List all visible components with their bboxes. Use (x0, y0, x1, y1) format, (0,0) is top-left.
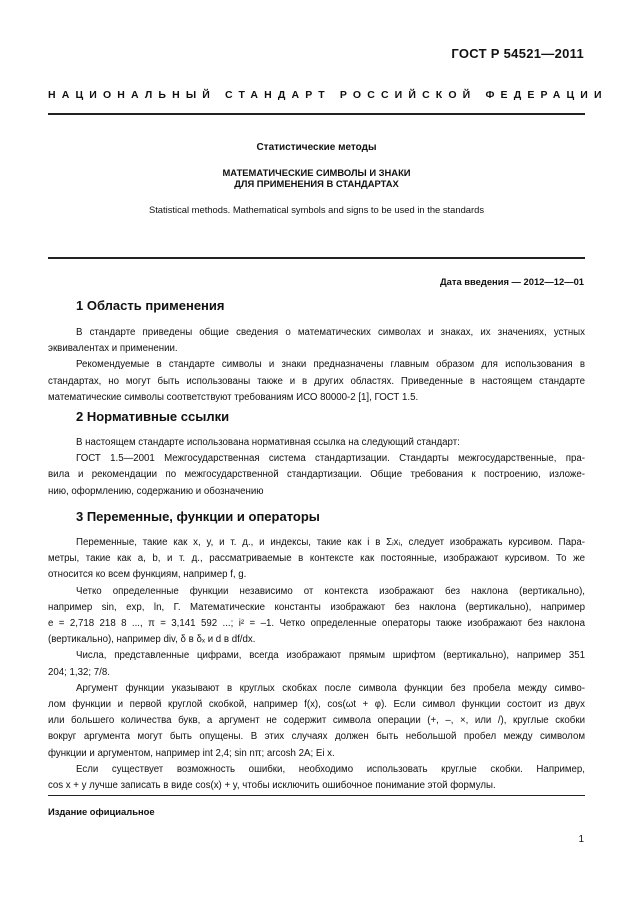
text-line: В стандарте приведены общие сведения о математических символах и знаках, их значениях, устных (76, 327, 585, 338)
edition-label: Издание официальное (48, 806, 155, 817)
text-line: нию, оформлению, содержанию и обозначению (48, 485, 264, 497)
section-2-heading: 2 Нормативные ссылки (76, 409, 230, 424)
section-2-body (48, 435, 585, 500)
text-line: лом функции и первой круглой скобкой, например f(x), cos(ωt + φ). Если символ функции состоит из двух (48, 699, 585, 711)
standard-number: ГОСТ Р 54521—2011 (451, 46, 584, 61)
text-line: 204; 1,32; 7/8. (48, 666, 110, 678)
title-series: Статистические методы (256, 142, 377, 153)
text-line: Четко определенные функции независимо от контекста изображают без наклона (вертикально), (76, 585, 585, 597)
text-line: В настоящем стандарте использована нормативная ссылка на следующий стандарт: (76, 437, 460, 448)
text-line: функции и аргументом, например int 2,4; sin nπ; arcosh 2A; Ei x. (48, 747, 335, 759)
text-line: метры, такие как a, b, и т. д., рассматриваемые в контексте как постоянные, изображают курсивом. То же (48, 553, 585, 565)
text-line: математические символы соответствуют требованиям ИСО 80000-2 [1], ГОСТ 1.5. (48, 391, 419, 403)
text-line: относится ко всем функциям, например f, g. (48, 569, 247, 581)
national-standard-banner: НАЦИОНАЛЬНЫЙ СТАНДАРТ РОССИЙСКОЙ ФЕДЕРАЦИИ (48, 89, 608, 101)
title-main-line1: МАТЕМАТИЧЕСКИЕ СИМВОЛЫ И ЗНАКИ (222, 167, 411, 178)
text-line: вокруг аргумента могут быть опущены. В этих случаях должен быть небольшой пробел между символом (48, 731, 585, 743)
page-number: 1 (578, 834, 584, 845)
title-english: Statistical methods. Mathematical symbols and signs to be used in the standards (148, 204, 485, 215)
section-3-body (48, 535, 585, 794)
title-main-line2: ДЛЯ ПРИМЕНЕНИЯ В СТАНДАРТАХ (234, 178, 399, 189)
text-line: e = 2,718 218 8 ..., π = 3,141 592 ...; i² = –1. Четко определенные операторы также изображают без наклона (48, 618, 585, 630)
text-line: эквивалентах и применении. (48, 343, 178, 355)
text-line: стандартах, но могут быть использованы также и в других областях. Приведенные в настоящем стандарте (48, 375, 585, 387)
text-line: или большего количества букв, а аргумент не содержит символа операции (+, –, ×, или /), круглые скобки (48, 715, 585, 727)
text-line: Рекомендуемые в стандарте символы и знаки предназначены главным образом для использования в (76, 359, 585, 371)
text-line: Если существует возможность ошибки, необходимо использовать круглые скобки. Например, (76, 763, 585, 775)
text-line: Числа, представленные цифрами, всегда изображают прямым шрифтом (вертикально), например 351 (76, 650, 585, 662)
text-line: ГОСТ 1.5—2001 Межгосударственная система стандартизации. Стандарты межгосударственные, пра- (76, 453, 585, 465)
introduction-date: Дата введения — 2012—12—01 (439, 276, 584, 287)
text-line: Переменные, такие как x, y, и т. д., и индексы, такие как i в Σᵢxᵢ, следует изображать курсивом. Пара- (76, 537, 585, 548)
text-line: cos x + y лучше записать в виде cos(x) + y, чтобы исключить ошибочное понимание этой формулы. (48, 780, 496, 792)
section-3-heading: 3 Переменные, функции и операторы (76, 509, 320, 524)
text-line: (вертикально), например div, δ в δₓ и d в df/dx. (48, 634, 256, 646)
top-divider (48, 113, 585, 115)
text-line: например sin, exp, ln, Γ. Математические константы изображают без наклона (вертикально), например (48, 601, 585, 613)
title-divider (48, 257, 585, 259)
text-line: вила и рекомендации по межгосударственной стандартизации. Общие требования к построению, изложе- (48, 469, 585, 481)
text-line: Аргумент функции указывают в круглых скобках после символа функции без пробела между симво- (76, 682, 585, 694)
footer-divider (48, 795, 585, 796)
section-1-heading: 1 Область применения (76, 298, 225, 313)
section-1-body (48, 325, 585, 406)
